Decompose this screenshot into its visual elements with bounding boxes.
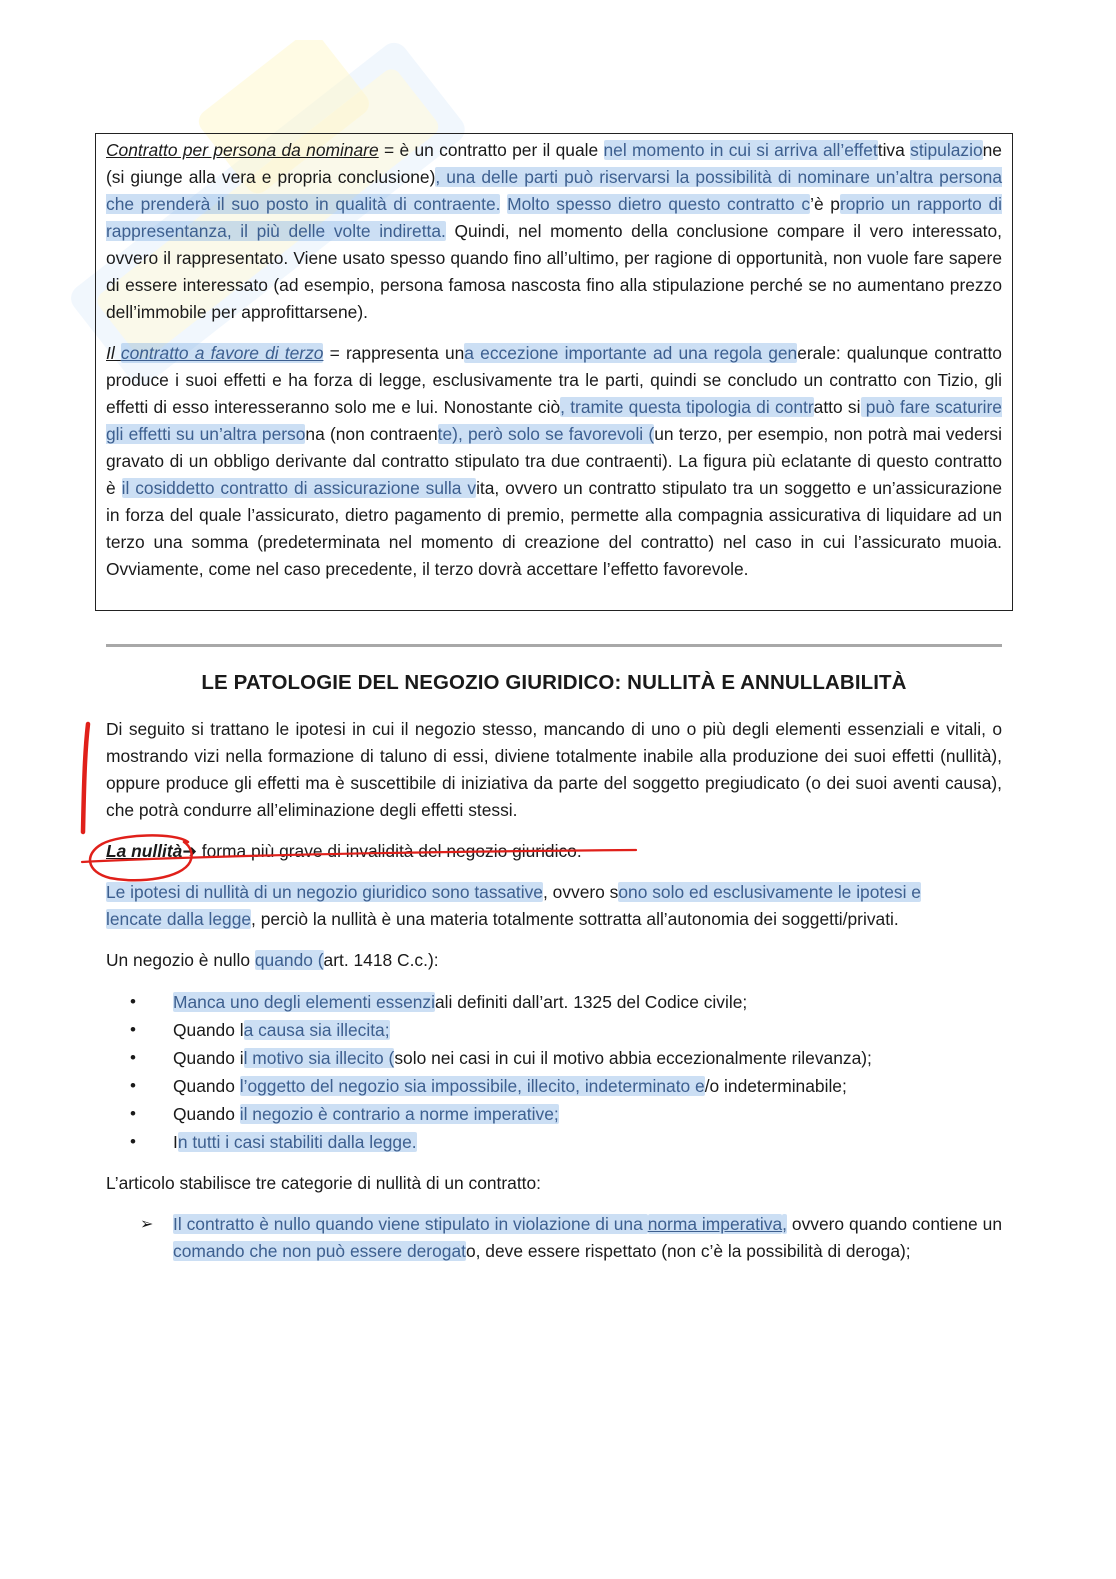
section-divider bbox=[106, 644, 1002, 647]
nullity-cases-list bbox=[106, 988, 1002, 1156]
list-item: ➢ Il contratto è nullo quando viene stipulato in violazione di una norma imperativa, ovvero quando contiene un comando che non può essere derogato, deve essere rispettato (non c’è la possibilità di deroga); bbox=[106, 1211, 1002, 1265]
section-title: LE PATOLOGIE DEL NEGOZIO GIURIDICO: NULLITÀ E ANNULLABILITÀ bbox=[201, 671, 907, 694]
margin-annotation-stroke bbox=[76, 720, 96, 840]
main-body bbox=[106, 716, 1002, 1265]
intro-paragraph: Di seguito si trattano le ipotesi in cui il negozio stesso, mancando di uno o più degli elementi essenziali e vitali, o mostrando vizi nella formazione di taluno di essi, diviene totalmente inabile alla produzione dei suoi effetti (nullità), oppure produce gli effetti ma è suscettibile di iniziativa da parte del soggetto pregiudicato (o dei suoi aventi causa), che potrà condurre all’eliminazione degli effetti stessi. bbox=[106, 719, 1002, 820]
nullity-categories-list bbox=[106, 1211, 1002, 1265]
bullet-icon: • bbox=[130, 992, 136, 1011]
list-item: • Quando il negozio è contrario a norme imperative; bbox=[106, 1100, 1002, 1128]
list-item: • Quando il motivo sia illecito (solo nei casi in cui il motivo abbia eccezionalmente rilevanza); bbox=[106, 1044, 1002, 1072]
list-item: • In tutti i casi stabiliti dalla legge. bbox=[106, 1128, 1002, 1156]
bullet-icon: • bbox=[130, 1104, 136, 1123]
tassative-paragraph: Le ipotesi di nullità di un negozio giuridico sono tassative, ovvero sono solo ed esclusivamente le ipotesi e lencate dalla legge, perciò la nullità è una materia totalmente sottratta all’autonomia dei soggetti/privati. bbox=[106, 882, 921, 929]
list-item: • Manca uno degli elementi essenziali definiti dall’art. 1325 del Codice civile; bbox=[106, 988, 1002, 1016]
arrow-icon: ➔ bbox=[182, 841, 197, 861]
list-item: • Quando la causa sia illecita; bbox=[106, 1016, 1002, 1044]
definitions-box bbox=[95, 133, 1013, 611]
categorie-intro: L’articolo stabilisce tre categorie di nullità di un contratto: bbox=[106, 1173, 542, 1193]
bullet-icon: • bbox=[130, 1020, 136, 1039]
contratto-persona-nominare-paragraph: Contratto per persona da nominare = è un contratto per il quale nel momento in cui si arriva all’effettiva stipulazione (si giunge alla vera e propria conclusione), una delle parti può riservarsi la possibilità di nominare un’altra persona che prenderà il suo posto in qualità di contraente. Molto spesso dietro questo contratto c’è proprio un rapporto di rappresentanza, il più delle volte indiretta. Quindi, nel momento della conclusione compare il vero interessato, ovvero il rappresentato. Viene usato spesso quando fino all’ultimo, per ragione di opportunità, non vuole fare sapere di essere interessato (ad esempio, persona famosa nascosta fino alla stipulazione perché se no aumentano prezzo dell’immobile per approfittarsene). bbox=[106, 140, 1002, 322]
contratto-favore-terzo-paragraph: Il contratto a favore di terzo = rappresenta una eccezione importante ad una regola generale: qualunque contratto produce i suoi effetti e ha forza di legge, esclusivamente tra le parti, quindi se concludo un contratto con Tizio, gli effetti di esso interesseranno solo me e lui. Nonostante ciò, tramite questa tipologia di contratto si può fare scaturire gli effetti su un’altra persona (non contraente), però solo se favorevoli (un terzo, per esempio, non potrà mai vedersi gravato di un obbligo derivante dal contratto stipulato tra due contraenti). La figura più eclatante di questo contratto è il cosiddetto contratto di assicurazione sulla vita, ovvero un contratto stipulato tra un soggetto e un’assicurazione in forza del quale l’assicurato, dietro pagamento di premio, permette alla compagnia assicurativa di liquidare ad un terzo una somma (predeterminata nel momento di creazione del contratto) nel caso in cui l’assicurato muoia. Ovviamente, come nel caso precedente, il terzo dovrà accettare l’effetto favorevole. bbox=[106, 343, 1002, 579]
term-persona-nominare: Contratto per persona da nominare bbox=[106, 140, 379, 160]
arrow-bullet-icon: ➢ bbox=[140, 1216, 154, 1233]
nullo-quando-paragraph: Un negozio è nullo quando (art. 1418 C.c.): bbox=[106, 950, 439, 970]
term-favore-terzo-b: contratto a favore di terzo bbox=[120, 343, 324, 363]
bullet-icon: • bbox=[130, 1076, 136, 1095]
nullita-definition: La nullità➔ forma più grave di invalidità del negozio giuridico. bbox=[106, 841, 582, 861]
term-nullita: La nullità bbox=[106, 841, 183, 861]
term-favore-terzo-a: Il bbox=[106, 343, 121, 363]
bullet-icon: • bbox=[130, 1132, 136, 1151]
bullet-icon: • bbox=[130, 1048, 136, 1067]
list-item: • Quando l’oggetto del negozio sia impossibile, illecito, indeterminato e/o indeterminabile; bbox=[106, 1072, 1002, 1100]
